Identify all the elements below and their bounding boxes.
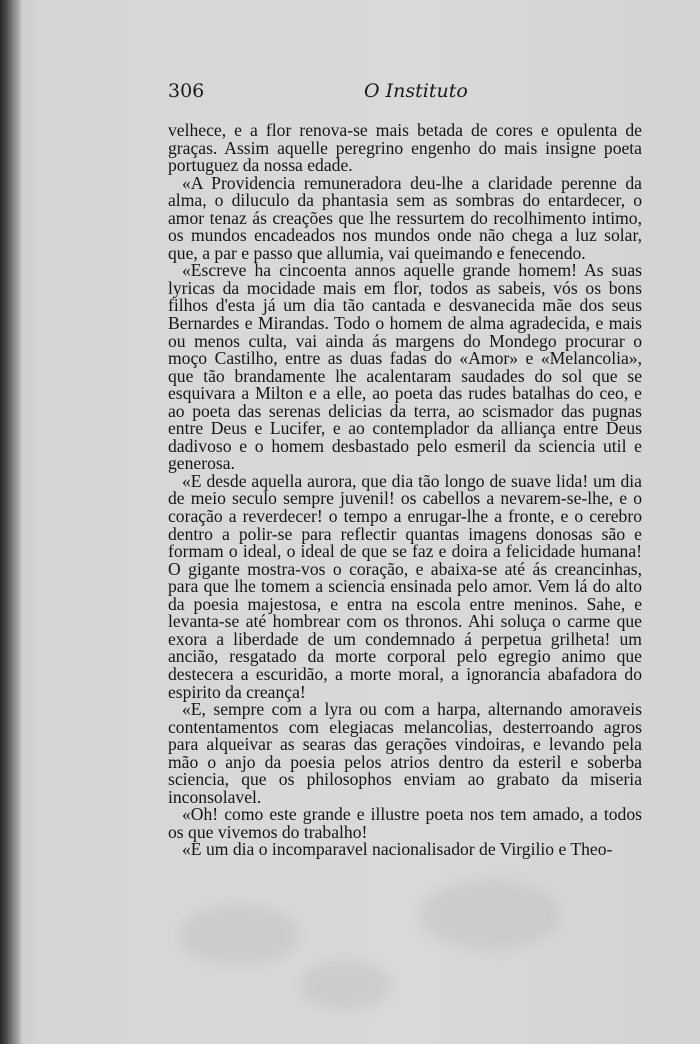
paragraph-1: velhece, e a flor renova-se mais betada de cores e opulenta de graças. Assim aquelle peregrino engenho do mais insigne poeta portuguez da nossa edade.: [168, 120, 642, 176]
paper-stain: [180, 905, 300, 965]
book-binding-shadow: [0, 0, 22, 1044]
body-text: [168, 122, 642, 859]
paragraph-2: «A Providencia remuneradora deu-lhe a claridade perenne da alma, o diluculo da phantasia sem as sombras do entardecer, o amor tenaz ás creações que lhe ressurtem do recolhimento intimo, os mundos encadeados nos mundos onde não chega a luz solar, que, a par e passo que allumia, vai queimando e fenecendo.: [168, 172, 642, 263]
paragraph-6: «Oh! como este grande e illustre poeta nos tem amado, a todos os que vivemos do trabalho!: [168, 804, 642, 842]
paragraph-4: «E desde aquella aurora, que dia tão longo de suave lida! um dia de meio seculo sempre juvenil! os cabellos a nevarem-se-lhe, e o coração a reverdecer! o tempo a enrugar-lhe a fronte, e o cerebro dentro a polir-se para reflectir quantas imagens donosas são e formam o ideal, o ideal de que se faz e doira a felicidade humana! O gigante mostra-vos o coração, e abaixa-se até ás creancinhas, para que lhe tomem a sciencia ensinada pelo amor. Vem lá do alto da poesia majestosa, e entra na escola entre meninos. Sahe, e levanta-se até hombrear com os thronos. Ahi soluça o carme que exora a liberdade de um condemnado á perpetua grilheta! um ancião, resgatado da morte corporal pelo egregio animo que destecera a escuridão, a morte moral, a ignorancia abafadora do espirito da creança!: [168, 470, 642, 702]
paragraph-5: «E, sempre com a lyra ou com a harpa, alternando amoraveis contentamentos com elegiacas melancolias, desterroando agros para alqueivar as searas das gerações vindoiras, e levando pela mão o anjo da poesia pelos atrios dentro da esteril e soberba sciencia, que os philosophos enviam ao grabato da miseria inconsolavel.: [168, 699, 642, 807]
page-header: [168, 80, 646, 106]
running-title: O Instituto: [364, 80, 468, 102]
paper-stain: [300, 960, 390, 1010]
page-number: 306: [168, 80, 205, 102]
paragraph-7: «E um dia o incomparavel nacionalisador de Virgilio e Theo-: [182, 839, 613, 860]
paragraph-3: «Escreve ha cincoenta annos aquelle grande homem! As suas lyricas da mocidade mais em flor, todos as sabeis, vós os bons filhos d'esta já um dia tão cantada e desvanecida mãe dos seus Bernardes e Mirandas. Todo o homem de alma agradecida, e mais ou menos culta, vai ainda ás margens do Mondego procurar o moço Castilho, entre as duas fadas do «Amor» e «Melancolia», que tão brandamente lhe acalentaram saudades do sol que se esquivara a Milton e a elle, ao poeta das rudes batalhas do ceo, e ao poeta das serenas delicias da terra, ao scismador das pugnas entre Deus e Lucifer, e ao contemplador da alliança entre Deus dadivoso e o homem desbastado pelo esmeril da sciencia util e generosa.: [168, 260, 642, 474]
paper-stain: [420, 880, 560, 950]
